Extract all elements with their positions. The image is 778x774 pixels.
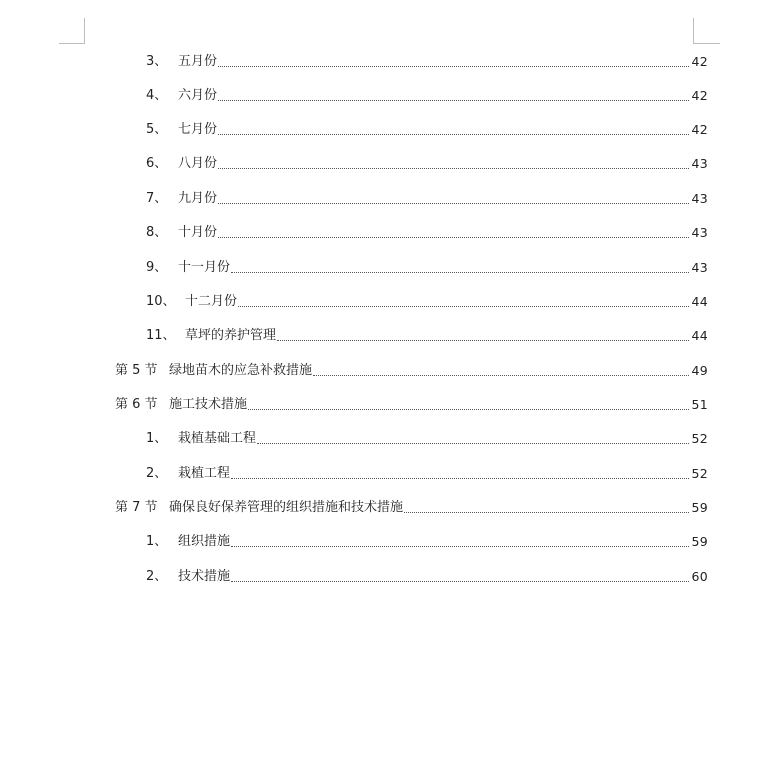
toc-entry[interactable] [146,187,708,207]
toc-entry-page: 44 [691,294,708,309]
toc-entry-page: 52 [691,466,708,481]
toc-entry-page: 42 [691,54,708,69]
dot-leader [231,477,689,479]
toc-entry[interactable] [146,290,708,310]
dot-leader [218,202,689,204]
dot-leader [231,545,689,547]
toc-entry-title: 草坪的养护管理 [185,328,277,343]
toc-entry-title: 六月份 [178,88,218,103]
toc-entry-page: 51 [691,397,708,412]
toc-section-number: 第 7 节 [115,500,158,515]
dot-leader [218,133,689,135]
toc-entry[interactable] [146,221,708,241]
toc-section-entry[interactable] [115,496,708,516]
toc-section-title: 确保良好保养管理的组织措施和技术措施 [169,500,404,515]
toc-entry[interactable] [146,118,708,138]
toc-section-number: 第 6 节 [115,397,158,412]
toc-entry-number: 6、 [146,156,168,171]
toc-entry-number: 8、 [146,225,168,240]
toc-section-title: 施工技术措施 [169,397,248,412]
toc-entry-number: 7、 [146,191,168,206]
toc-entry-number: 9、 [146,260,168,275]
toc-entry-title: 组织措施 [178,534,231,549]
toc-entry-page: 42 [691,122,708,137]
toc-entry-title: 十二月份 [185,294,238,309]
toc-entry-number: 2、 [146,569,168,584]
toc-entry-title: 七月份 [178,122,218,137]
toc-entry[interactable] [146,84,708,104]
toc-entry-page: 43 [691,225,708,240]
toc-entry-title: 栽植工程 [178,466,231,481]
toc-entry-title: 五月份 [178,54,218,69]
dot-leader [218,65,689,67]
dot-leader [277,339,689,341]
toc-entry-page: 59 [691,534,708,549]
toc-entry-page: 60 [691,569,708,584]
toc-entry-page: 43 [691,156,708,171]
top-left-crop-mark [59,18,85,44]
dot-leader [231,271,689,273]
toc-entry-number: 5、 [146,122,168,137]
dot-leader [218,167,689,169]
toc-entry-page: 43 [691,191,708,206]
toc-entry-number: 1、 [146,431,168,446]
dot-leader [218,236,689,238]
toc-entry[interactable] [146,530,708,550]
toc-entry-number: 10、 [146,294,176,309]
dot-leader [248,408,689,410]
dot-leader [238,305,689,307]
toc-entry-number: 2、 [146,466,168,481]
toc-entry-title: 八月份 [178,156,218,171]
toc-entry-number: 4、 [146,88,168,103]
toc-entry[interactable] [146,462,708,482]
toc-section-entry[interactable] [115,393,708,413]
toc-entry-page: 44 [691,328,708,343]
toc-entry-page: 59 [691,500,708,515]
toc-section-number: 第 5 节 [115,363,158,378]
top-right-crop-mark [693,18,720,44]
toc-entry-title: 十月份 [178,225,218,240]
toc-entry-number: 3、 [146,54,168,69]
toc-entry-number: 11、 [146,328,176,343]
toc-entry[interactable] [146,324,708,344]
toc-entry-title: 栽植基础工程 [178,431,257,446]
dot-leader [218,99,689,101]
toc-entry-page: 43 [691,260,708,275]
dot-leader [231,580,689,582]
dot-leader [313,374,689,376]
toc-entry[interactable] [146,565,708,585]
toc-entry-title: 九月份 [178,191,218,206]
toc-entry[interactable] [146,152,708,172]
toc-entry-number: 1、 [146,534,168,549]
toc-entry[interactable] [146,427,708,447]
toc-section-title: 绿地苗木的应急补救措施 [169,363,313,378]
toc-entry-title: 十一月份 [178,260,231,275]
dot-leader [404,511,689,513]
toc-entry-page: 49 [691,363,708,378]
toc-entry[interactable] [146,256,708,276]
toc-entry[interactable] [146,50,708,70]
toc-entry-page: 42 [691,88,708,103]
toc-section-entry[interactable] [115,359,708,379]
dot-leader [257,442,689,444]
toc-entry-page: 52 [691,431,708,446]
toc-entry-title: 技术措施 [178,569,231,584]
